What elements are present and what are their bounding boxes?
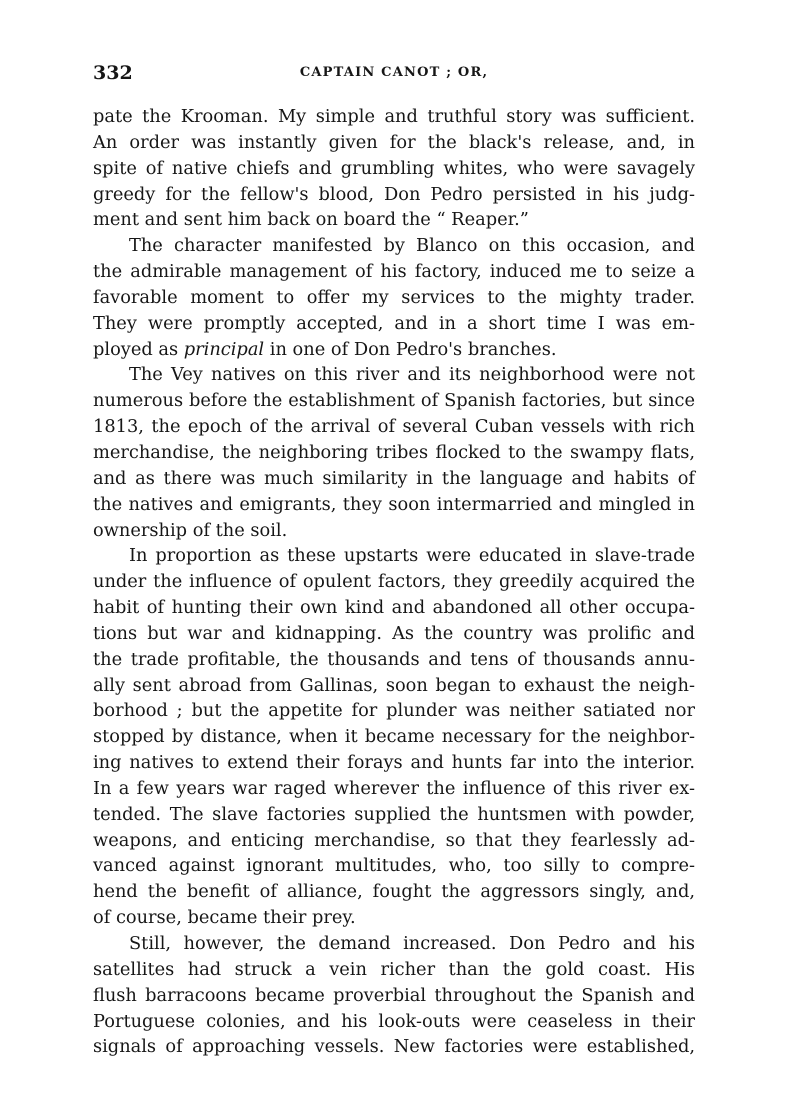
text-line: vanced against ignorant multitudes, who, too silly to compre- bbox=[93, 855, 695, 877]
text-line: The character manifested by Blanco on this occasion, and bbox=[129, 235, 695, 257]
text-line: Portuguese colonies, and his look-outs were ceaseless in their bbox=[93, 1010, 695, 1032]
text-line: The Vey natives on this river and its neighborhood were not bbox=[129, 364, 695, 386]
text-line: They were promptly accepted, and in a short time I was em- bbox=[93, 312, 695, 334]
text-line: signals of approaching vessels. New factories were established, bbox=[93, 1036, 695, 1058]
running-title: CAPTAIN CANOT ; OR, bbox=[299, 65, 489, 80]
text-line: Still, however, the demand increased. Don Pedro and his bbox=[129, 933, 695, 954]
text-line: favorable moment to offer my services to the mighty trader. bbox=[93, 286, 695, 308]
body-text bbox=[93, 104, 695, 1060]
text-line: and as there was much similarity in the language and habits of bbox=[93, 467, 695, 489]
text-segment: ployed as bbox=[93, 338, 184, 360]
running-head bbox=[93, 62, 695, 92]
text-line: ing natives to extend their forays and hunts far into the interior. bbox=[93, 752, 695, 774]
text-line: numerous before the establishment of Spanish factories, but since bbox=[93, 390, 695, 412]
text-line: ownership of the soil. bbox=[93, 519, 288, 541]
text-line: hend the benefit of alliance, fought the aggressors singly, and, bbox=[93, 881, 695, 903]
text-line: flush barracoons became proverbial throughout the Spanish and bbox=[93, 984, 695, 1006]
text-line: the admirable management of his factory, induced me to seize a bbox=[93, 261, 695, 283]
text-line: borhood ; but the appetite for plunder was neither satiated nor bbox=[93, 700, 695, 722]
text-line: 1813, the epoch of the arrival of several Cuban vessels with rich bbox=[93, 416, 695, 438]
text-segment: in one of Don Pedro's branches. bbox=[264, 338, 557, 360]
text-line: stopped by distance, when it became necessary for the neighbor- bbox=[93, 726, 695, 748]
text-line: tended. The slave factories supplied the huntsmen with powder, bbox=[93, 803, 695, 825]
page-number: 332 bbox=[93, 62, 133, 84]
text-line: weapons, and enticing merchandise, so that they fearlessly ad- bbox=[93, 829, 695, 851]
text-line: the trade profitable, the thousands and tens of thousands annu- bbox=[93, 648, 695, 670]
text-line: greedy for the fellow's blood, Don Pedro persisted in his judg- bbox=[93, 183, 695, 205]
text-line: ment and sent him back on board the “ Reaper.” bbox=[93, 209, 529, 231]
text-line: under the influence of opulent factors, they greedily acquired the bbox=[93, 571, 695, 593]
text-line: satellites had struck a vein richer than the gold coast. His bbox=[93, 958, 695, 980]
book-page bbox=[93, 62, 695, 1060]
text-line: spite of native chiefs and grumbling whites, who were savagely bbox=[93, 157, 695, 179]
text-line: tions but war and kidnapping. As the country was prolific and bbox=[93, 622, 695, 644]
text-line: pate the Krooman. My simple and truthful story was sufficient. bbox=[93, 106, 695, 127]
text-line: An order was instantly given for the black's release, and, in bbox=[93, 131, 695, 153]
text-line: In proportion as these upstarts were educated in slave-trade bbox=[129, 545, 695, 567]
text-line: the natives and emigrants, they soon intermarried and mingled in bbox=[93, 493, 695, 515]
text-line: ally sent abroad from Gallinas, soon began to exhaust the neigh- bbox=[93, 674, 695, 696]
text-line: merchandise, the neighboring tribes flocked to the swampy flats, bbox=[93, 441, 695, 463]
text-line: In a few years war raged wherever the influence of this river ex- bbox=[93, 777, 695, 799]
text-line: habit of hunting their own kind and abandoned all other occupa- bbox=[93, 597, 695, 619]
text-line: of course, became their prey. bbox=[93, 907, 356, 929]
text-line bbox=[93, 337, 695, 363]
italic-word: principal bbox=[183, 338, 265, 360]
